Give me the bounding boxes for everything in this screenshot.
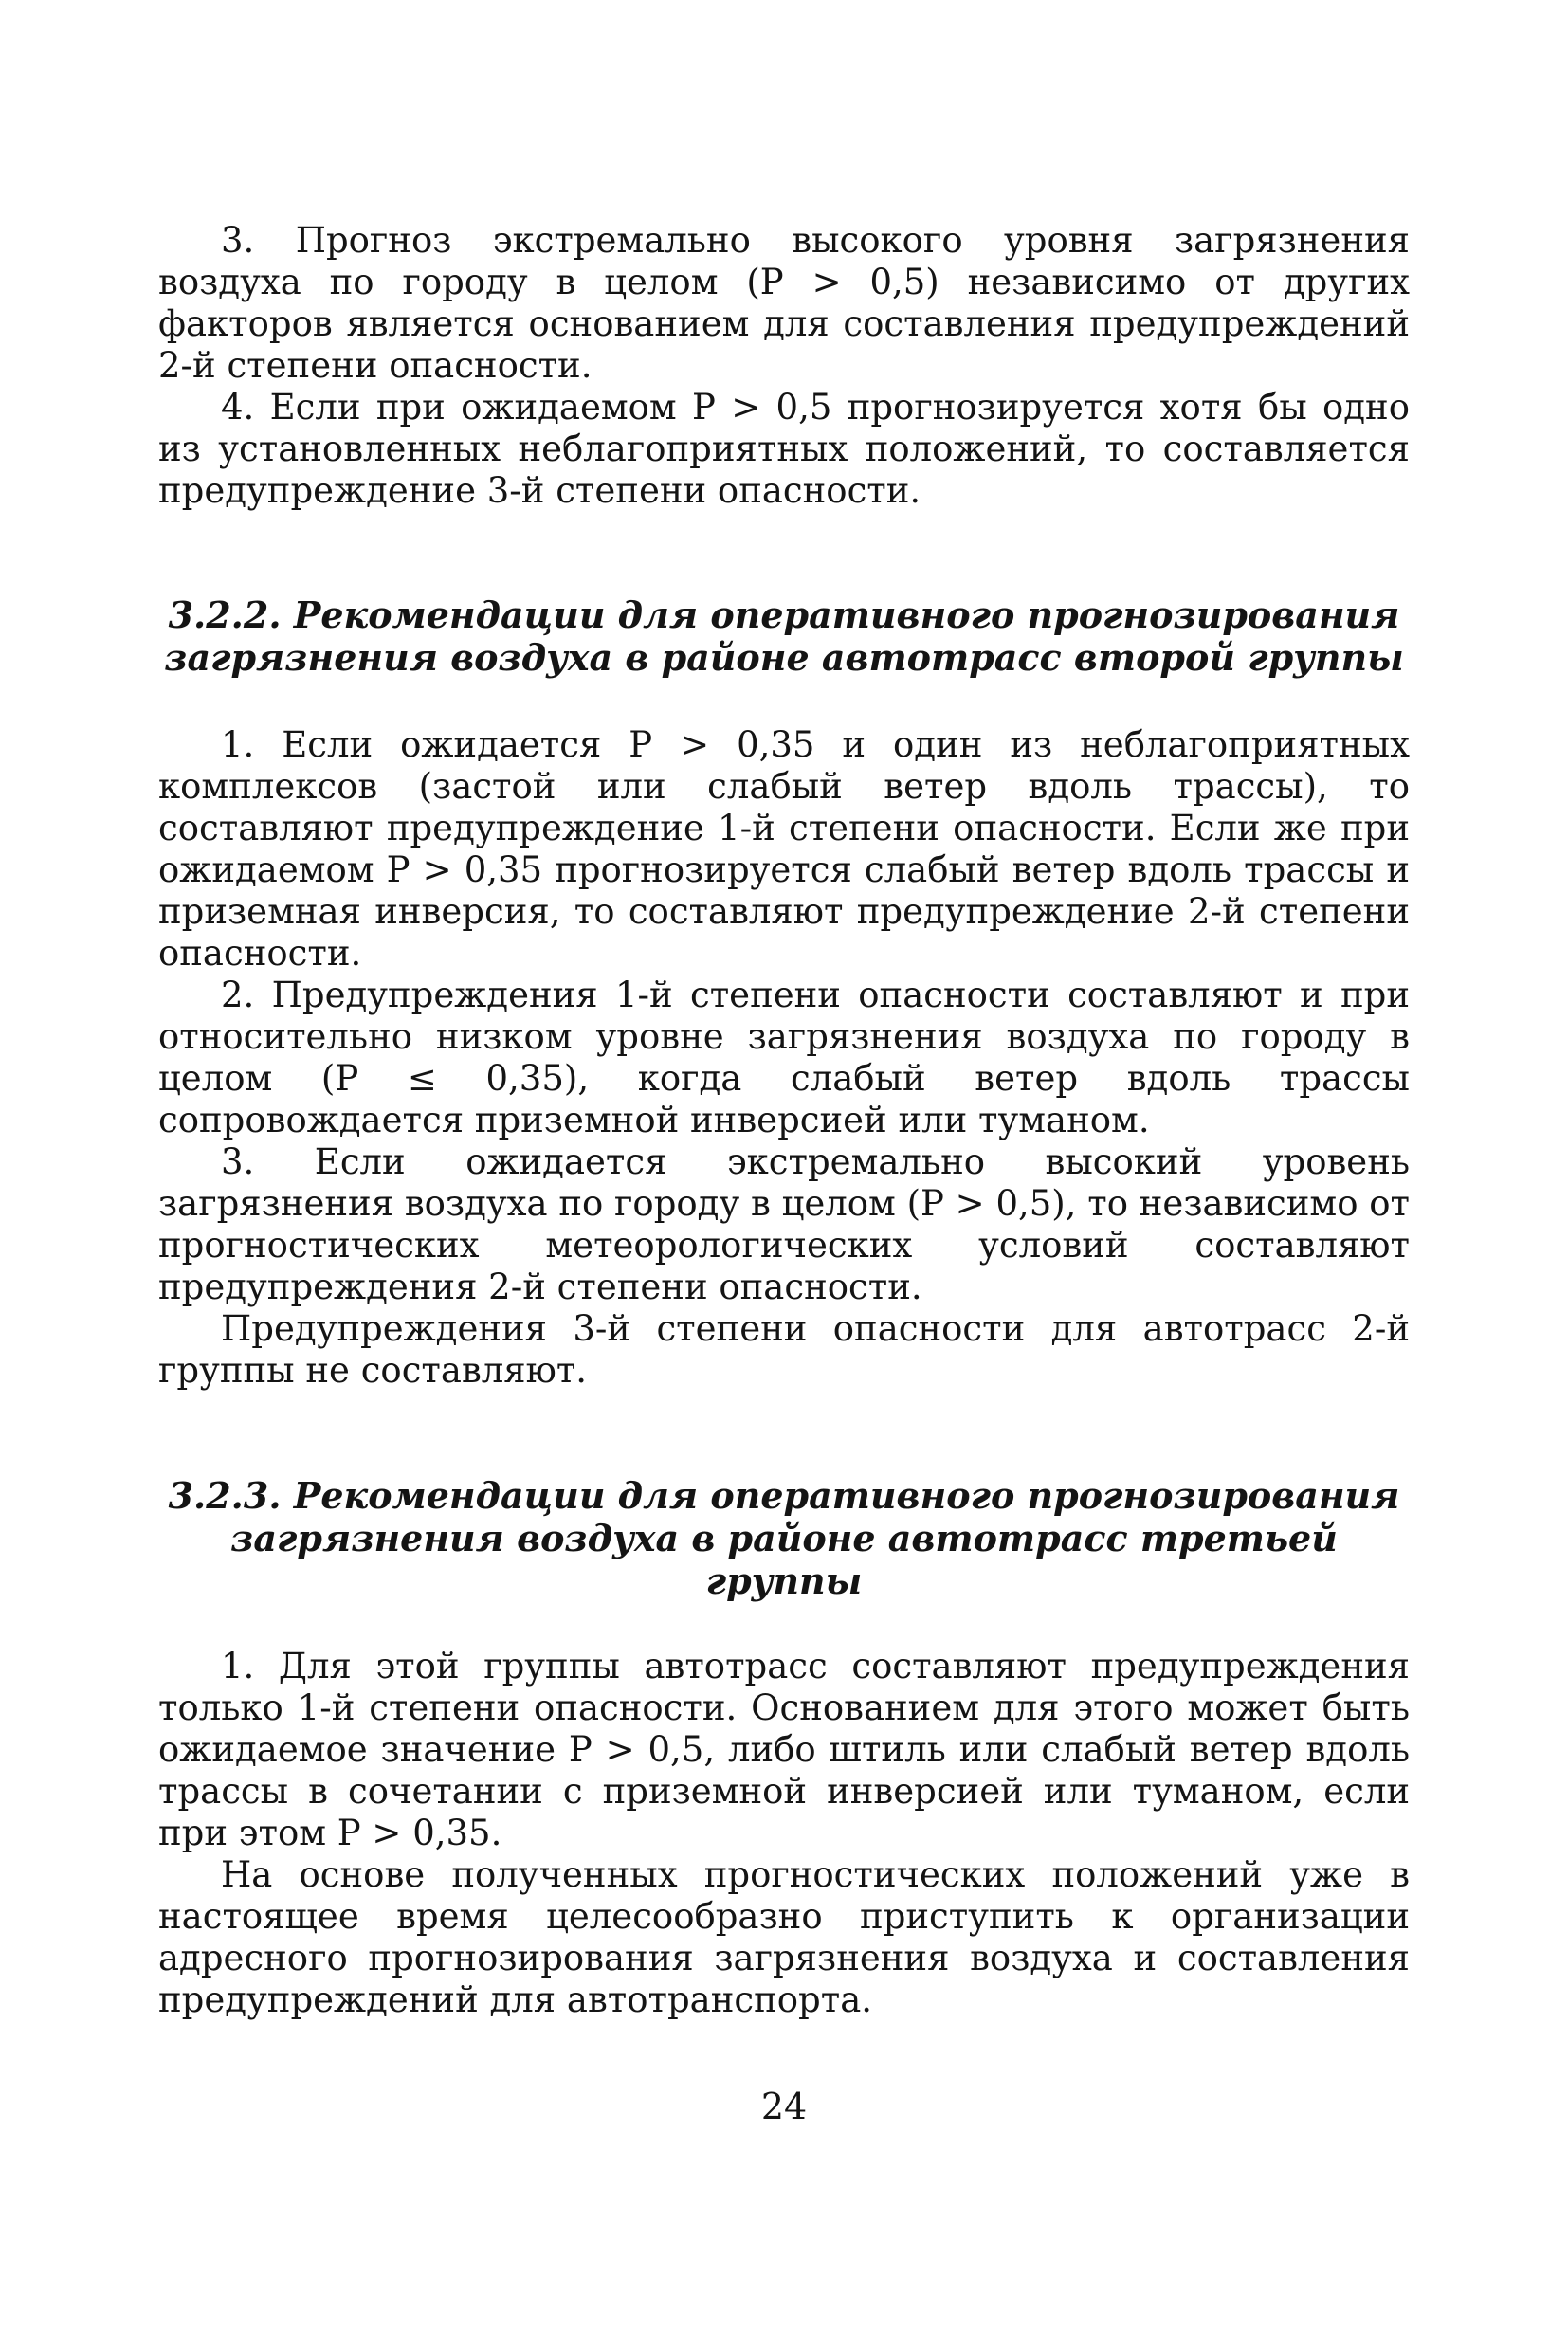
paragraph-item-2: 2. Предупреждения 1-й степени опасности составляют и при относительно низком уровне загрязнения воздуха по городу в целом (P ≤ 0,35), когда слабый ветер вдоль трассы сопровождается приземной инверсией или туманом. xyxy=(158,975,1410,1140)
paragraph-conclusion: На основе полученных прогностических положений уже в настоящее время целесообразно приступить к организации адресного прогнозирования загрязнения воздуха и составления предупреждений для автотранспорта. xyxy=(158,1854,1410,2020)
paragraph-item-3: 3. Прогноз экстремально высокого уровня загрязнения воздуха по городу в целом (P > 0,5) независимо от других факторов является основанием для составления предупреждений 2-й степени опасности. xyxy=(158,220,1410,386)
section-heading-3-2-2 xyxy=(158,593,1410,679)
heading-line: 3.2.3. Рекомендации для оперативного прогнозирования xyxy=(168,1474,1400,1517)
heading-line: загрязнения воздуха в районе автотрасс третьей группы xyxy=(230,1517,1338,1602)
paragraph-item-3: 3. Если ожидается экстремально высокий уровень загрязнения воздуха по городу в целом (P > 0,5), то независимо от прогностических метеорологических условий составляют предупреждения 2-й степени опасности. xyxy=(158,1141,1410,1307)
paragraph-item-1: 1. Если ожидается P > 0,35 и один из неблагоприятных комплексов (застой или слабый ветер вдоль трассы), то составляют предупреждение 1-й степени опасности. Если же при ожидаемом P > 0,35 прогнозируется слабый ветер вдоль трассы и приземная инверсия, то составляют предупреждение 2-й степени опасности. xyxy=(158,724,1410,974)
page-number: 24 xyxy=(760,2086,808,2127)
paragraph-note: Предупреждения 3-й степени опасности для автотрасс 2-й группы не составляют. xyxy=(158,1308,1410,1391)
page-body xyxy=(158,220,1410,2021)
paragraph-item-4: 4. Если при ожидаемом P > 0,5 прогнозируется хотя бы одно из установленных неблагоприятных положений, то составляется предупреждение 3-й степени опасности. xyxy=(158,387,1410,511)
heading-line: загрязнения воздуха в районе автотрасс второй группы xyxy=(164,636,1404,679)
paragraph-item-1: 1. Для этой группы автотрасс составляют предупреждения только 1-й степени опасности. Основанием для этого может быть ожидаемое значение P > 0,5, либо штиль или слабый ветер вдоль трассы в сочетании с приземной инверсией или туманом, если при этом P > 0,35. xyxy=(158,1646,1410,1853)
heading-line: 3.2.2. Рекомендации для оперативного прогнозирования xyxy=(168,593,1400,636)
section-heading-3-2-3 xyxy=(158,1474,1410,1602)
